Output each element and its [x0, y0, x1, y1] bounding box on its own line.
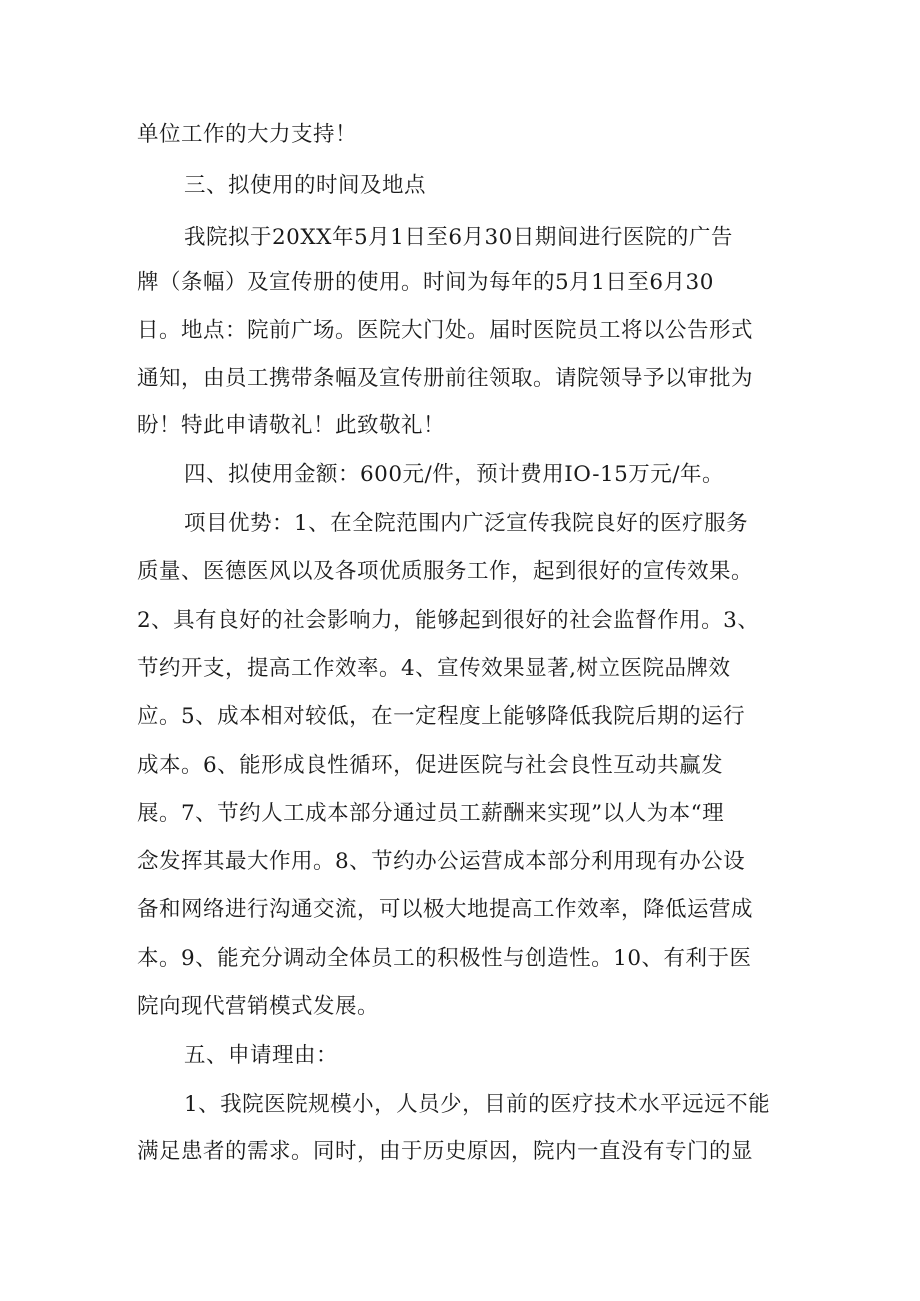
section-heading-time-location: 三、拟使用的时间及地点	[184, 173, 427, 198]
text-line-17: 备和网络进行沟通交流，可以极大地提高工作效率，降低运营成	[137, 897, 754, 922]
section-heading-reasons: 五、申请理由：	[184, 1043, 339, 1068]
text-line-10: 质量、医德医风以及各项优质服务工作，起到很好的宣传效果。	[137, 559, 754, 584]
text-line-13: 应。5、成本相对较低，在一定程度上能够降低我院后期的运行	[137, 704, 746, 729]
text-line-3: 我院拟于20XX年5月1日至6月30日期间进行医院的广告	[184, 225, 733, 250]
section-heading-amount: 四、拟使用金额：600元/件，预计费用IO-15万元/年。	[184, 462, 725, 487]
text-line-14: 成本。6、能形成良性循环，促进医院与社会良性互动共赢发	[137, 753, 724, 778]
text-line-22: 满足患者的需求。同时，由于历史原因，院内一直没有专门的显	[137, 1139, 754, 1164]
text-line-1: 单位工作的大力支持！	[137, 122, 358, 147]
text-line-21: 1、我院医院规模小，人员少，目前的医疗技术水平远远不能	[184, 1092, 771, 1117]
text-line-7: 盼！特此申请敬礼！此致敬礼！	[137, 413, 446, 438]
text-line-6: 通知，由员工携带条幅及宣传册前往领取。请院领导予以审批为	[137, 366, 754, 391]
text-line-15: 展。7、节约人工成本部分通过员工薪酬来实现”以人为本“理	[137, 801, 725, 826]
text-line-16: 念发挥其最大作用。8、节约办公运营成本部分利用现有办公设	[137, 849, 746, 874]
text-line-11: 2、具有良好的社会影响力，能够起到很好的社会监督作用。3、	[137, 608, 760, 633]
text-line-19: 院向现代营销模式发展。	[137, 994, 380, 1019]
text-line-18: 本。9、能充分调动全体员工的积极性与创造性。10、有利于医	[137, 946, 752, 971]
text-line-12: 节约开支，提高工作效率。4、宣传效果显著,树立医院品牌效	[137, 656, 731, 681]
text-line-4: 牌（条幅）及宣传册的使用。时间为每年的5月1日至6月30	[137, 270, 714, 295]
text-line-5: 日。地点：院前广场。医院大门处。届时医院员工将以公告形式	[137, 318, 754, 343]
text-line-9: 项目优势：1、在全院范围内广泛宣传我院良好的医疗服务	[184, 511, 749, 536]
